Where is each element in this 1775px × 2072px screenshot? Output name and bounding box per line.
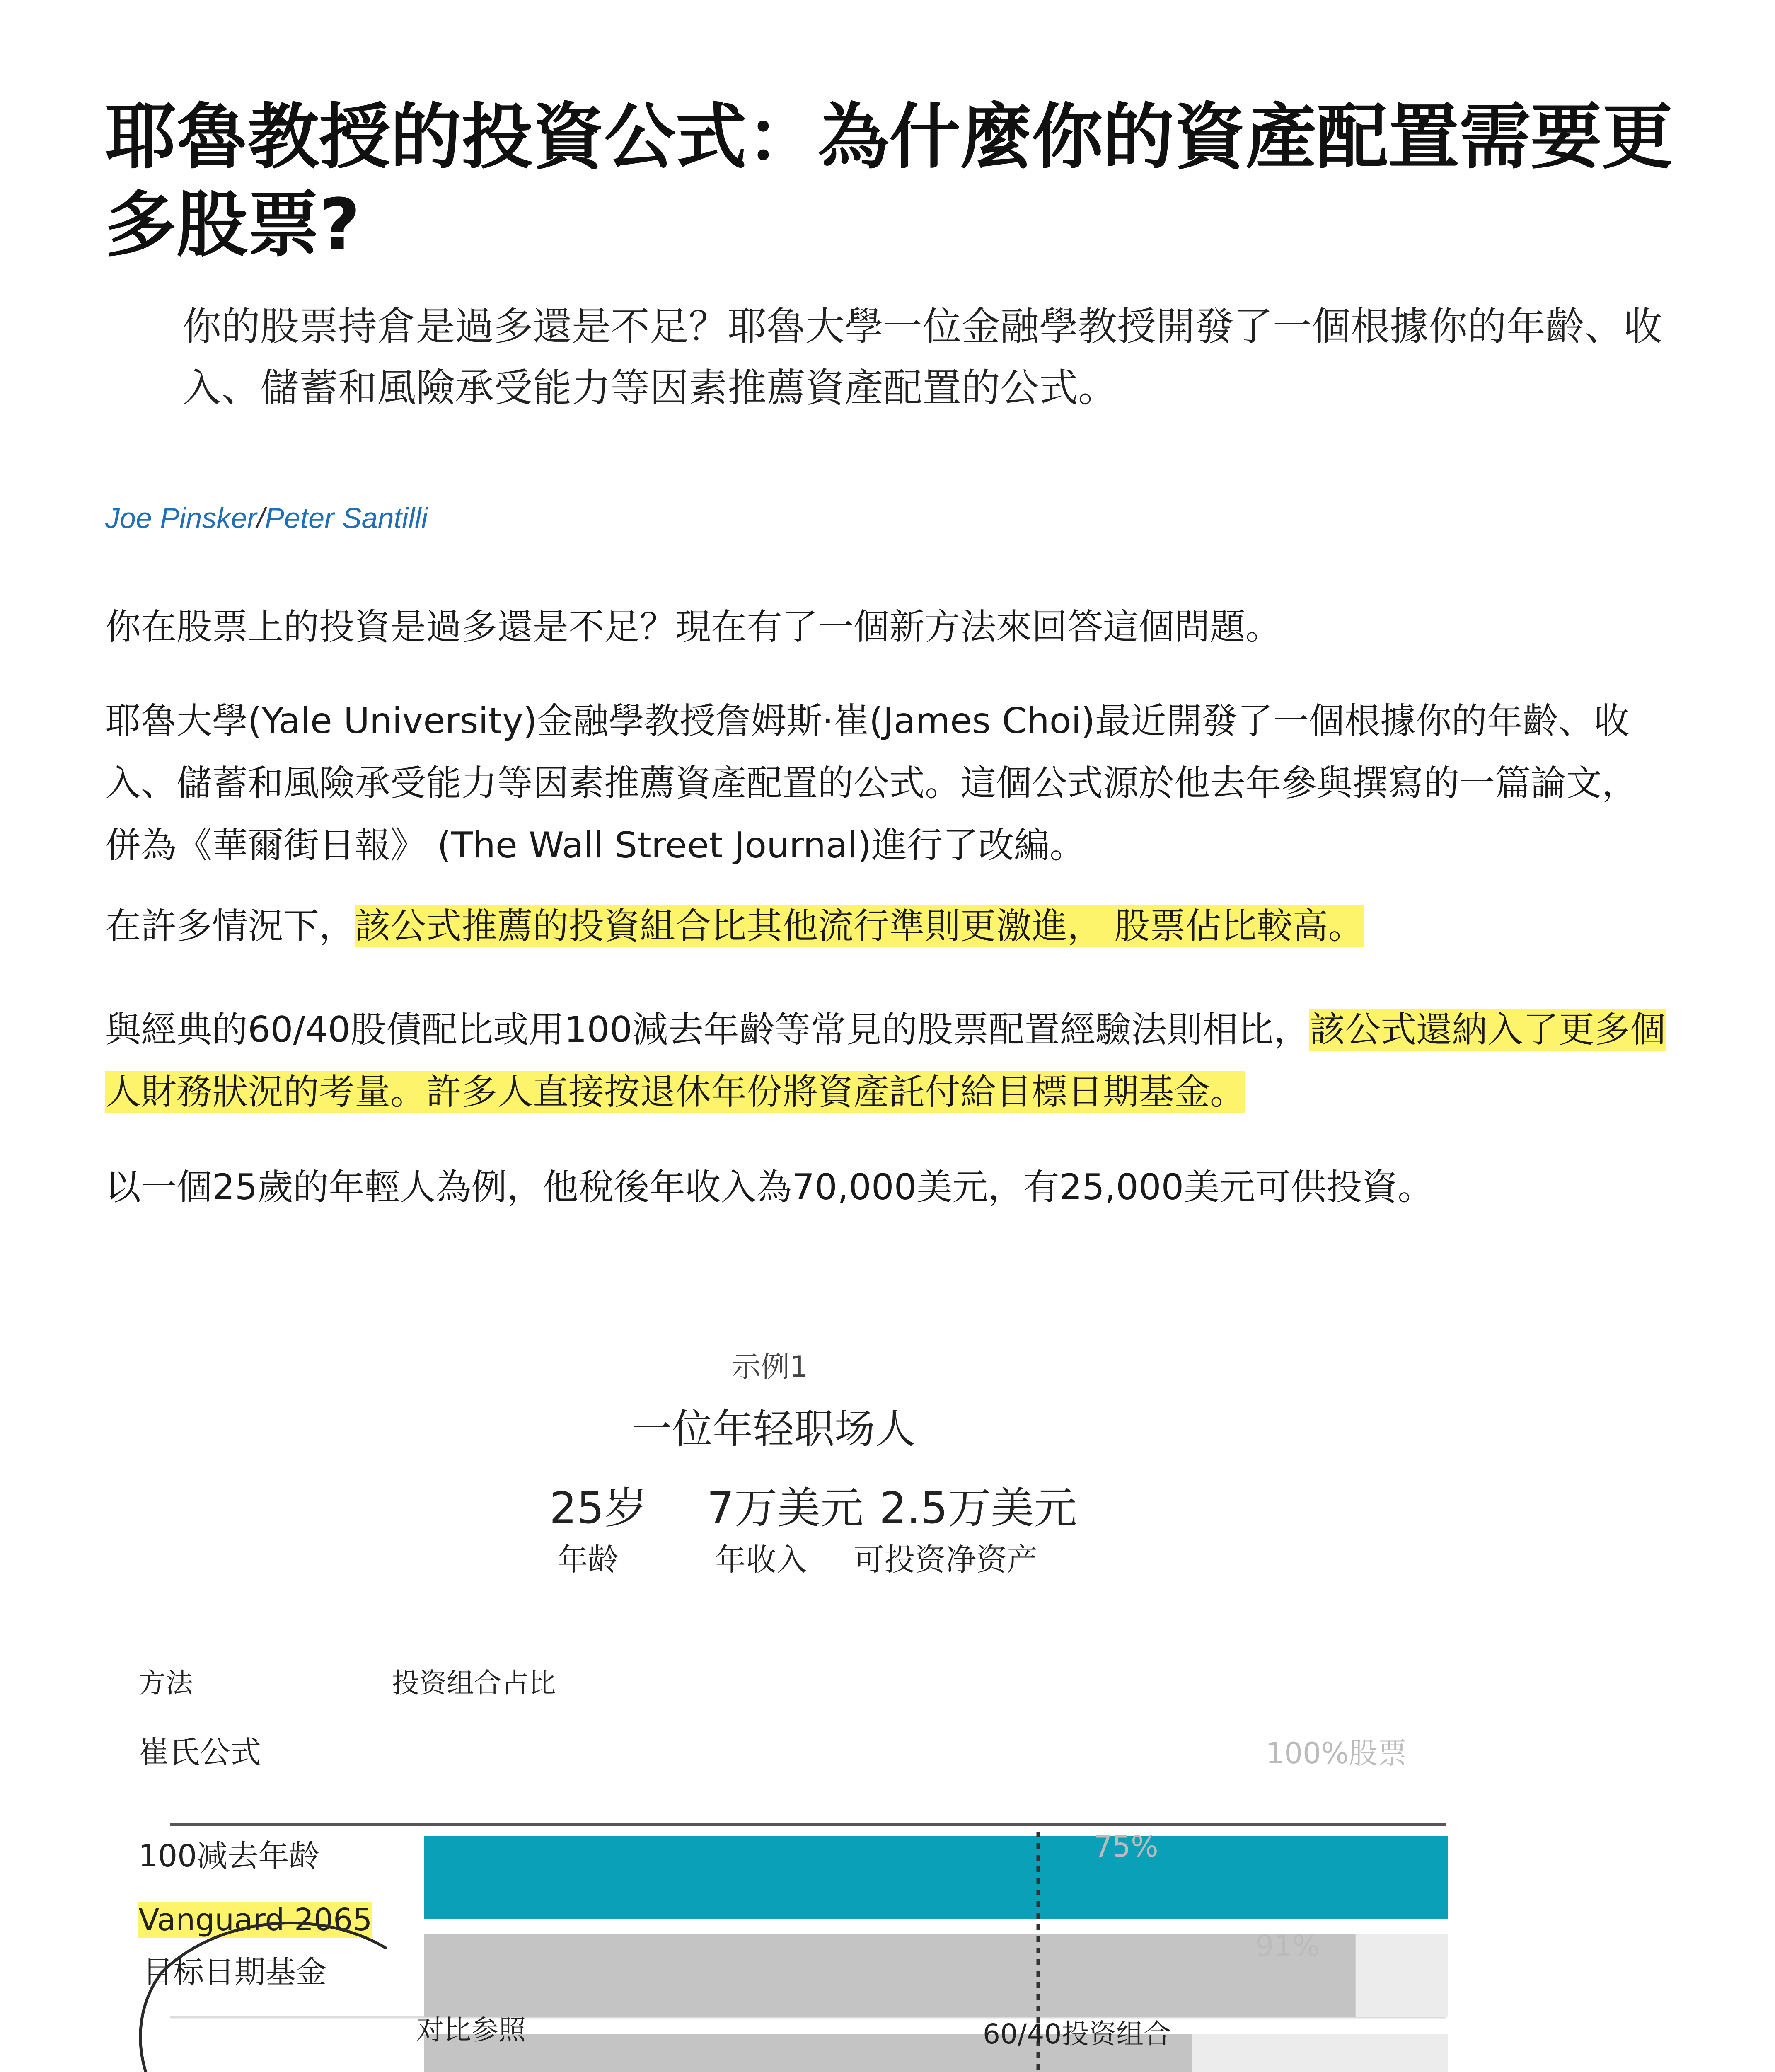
- bar-vanguard-2065: [424, 1934, 1356, 2017]
- hand-drawn-circle: [140, 1923, 436, 2072]
- bar-chui-formula: [424, 1836, 1448, 1919]
- stat-age-value: 25岁: [549, 1483, 648, 1533]
- paragraph-example: 以一個25歲的年輕人為例，他稅後年收入為70,000美元，有25,000美元可供投資。: [105, 1167, 1434, 1208]
- column-header-share: 投资组合占比: [392, 1667, 556, 1699]
- category-label: 崔氏公式: [138, 1735, 261, 1770]
- category-label: 目标日期基金: [143, 1954, 326, 1990]
- category-label: 100减去年龄: [138, 1838, 320, 1874]
- article-summary: 你的股票持倉是過多還是不足？耶魯大學一位金融學教授開發了一個根據你的年齡、收入、儲蓄和風險承受能力等因素推薦資產配置的公式。: [182, 304, 1663, 411]
- author-link[interactable]: Joe Pinsker: [105, 502, 257, 534]
- reference-label: 对比参照: [416, 2014, 526, 2046]
- column-header-method: 方法: [138, 1667, 193, 1699]
- paragraph-text: 在許多情況下，: [105, 905, 355, 947]
- stat-assets-value: 2.5万美元: [879, 1483, 1077, 1533]
- paragraph-formula: 耶魯大學(Yale University)金融學教授詹姆斯·崔(James Choi)最近開發了一個根據你的年齡、收入、儲蓄和風險承受能力等因素推薦資產配置的公式。這個公式源於他去年參與撰寫的一篇論文，併為《華爾街日報》 (The Wall Street Journal)進行了改編。: [105, 700, 1637, 866]
- author-link[interactable]: Peter Santilli: [265, 502, 428, 534]
- figure-title: 一位年轻职场人: [631, 1406, 916, 1453]
- highlighted-text: Vanguard 2065: [138, 1902, 372, 1938]
- figure-source: [109, 2068, 517, 2072]
- paragraph-intro: 你在股票上的投資是過多還是不足？現在有了一個新方法來回答這個問題。: [105, 606, 1281, 648]
- bar-value-label: 75%: [1094, 1830, 1158, 1864]
- paragraph-text: 與經典的60/40股債配比或用100減去年齡等常見的股票配置經驗法則相比，: [105, 1009, 1309, 1051]
- stat-assets-label: 可投资净资产: [854, 1542, 1037, 1578]
- author-separator: /: [256, 502, 265, 534]
- reference-line-label: 60/40投资组合: [983, 2018, 1171, 2050]
- stat-income-label: 年收入: [715, 1542, 807, 1578]
- stat-income-value: 7万美元: [707, 1483, 864, 1533]
- article-title: 耶魯教授的投資公式：為什麼你的資產配置需要更多股票?: [105, 95, 1673, 266]
- stat-age-label: 年龄: [557, 1542, 619, 1578]
- figure-label: 示例1: [732, 1350, 808, 1384]
- bar-value-label: 91%: [1255, 1929, 1320, 1963]
- highlighted-text: 該公式推薦的投資組合比其他流行準則更激進， 股票佔比較高。: [355, 905, 1364, 947]
- highlighted-text: 該公式還納入了更多個人財務狀況的考量。許多人直接按退休年份將資產託付給目標日期基金。: [105, 1009, 1666, 1113]
- stock-max-label: 100%股票: [1266, 1736, 1407, 1770]
